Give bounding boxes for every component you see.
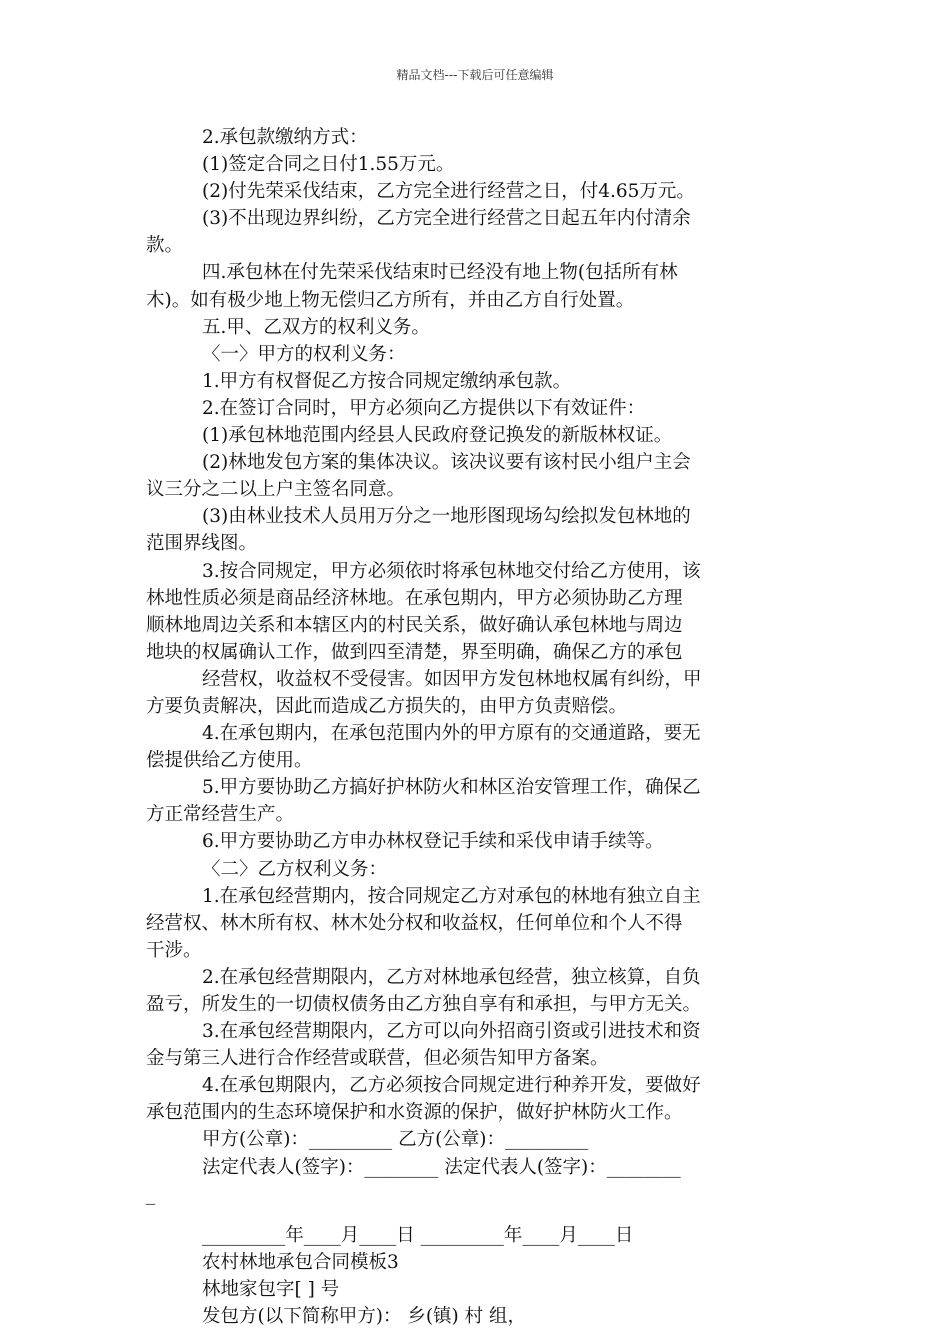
document-line: 5.甲方要协助乙方搞好护林防火和林区治安管理工作，确保乙: [202, 777, 701, 799]
document-line: (2)付先荣采伐结束，乙方完全进行经营之日，付4.65万元。: [202, 181, 695, 203]
document-line: 〈二〉乙方权利义务：: [202, 858, 388, 880]
signature-date-line: _________年____月____日 _________年____月____日: [202, 1224, 634, 1246]
document-line: 法定代表人(签字)：________ 法定代表人(签字)：________: [202, 1156, 681, 1178]
document-line: 经营权、林木所有权、林木处分权和收益权，任何单位和个人不得: [146, 912, 683, 934]
document-line: (1)承包林地范围内经县人民政府登记换发的新版林权证。: [202, 425, 673, 447]
document-line: 四.承包林在付先荣采伐结束时已经没有地上物(包括所有林: [202, 262, 678, 284]
document-line: (2)林地发包方案的集体决议。该决议要有该村民小组户主会: [202, 452, 691, 474]
document-line: 经营权，收益权不受侵害。如因甲方发包林地权属有纠纷，甲: [202, 668, 702, 690]
document-line: (3)由林业技术人员用万分之一地形图现场勾绘拟发包林地的: [202, 506, 691, 528]
document-line: 方正常经营生产。: [146, 804, 295, 826]
contracting-party-line: 发包方(以下简称甲方)： 乡(镇) 村 组，: [202, 1306, 527, 1328]
signature-gap: [146, 1208, 810, 1222]
document-line: 偿提供给乙方使用。: [146, 750, 313, 772]
contract-lines: [146, 124, 810, 1208]
document-line: 2.在承包经营期限内，乙方对林地承包经营，独立核算，自负: [202, 966, 701, 988]
document-line: 1.甲方有权督促乙方按合同规定缴纳承包款。: [202, 370, 572, 392]
document-line: _: [146, 1183, 156, 1205]
document-line: 3.在承包经营期限内，乙方可以向外招商引资或引进技术和资: [202, 1021, 701, 1043]
document-line: 款。: [146, 235, 184, 257]
document-line: 1.在承包经营期内，按合同规定乙方对承包的林地有独立自主: [202, 885, 701, 907]
contract-number-line: 林地家包字[ ] 号: [202, 1278, 340, 1300]
document-body: [146, 124, 810, 1330]
document-line: 3.按合同规定，甲方必须依时将承包林地交付给乙方使用，该: [202, 560, 701, 582]
document-line: 金与第三人进行合作经营或联营，但必须告知甲方备案。: [146, 1048, 609, 1070]
document-line: 6.甲方要协助乙方申办林权登记手续和采伐申请手续等。: [202, 831, 664, 853]
document-line: 2.在签订合同时，甲方必须向乙方提供以下有效证件：: [202, 397, 646, 419]
document-line: 范围界线图。: [146, 533, 258, 555]
template-title: 农村林地承包合同模板3: [202, 1251, 399, 1273]
page-header: 精品文档---下载后可任意编辑: [396, 68, 554, 82]
document-line: 地块的权属确认工作，做到四至清楚，界至明确，确保乙方的承包: [146, 641, 683, 663]
document-line: 议三分之二以上户主签名同意。: [146, 479, 406, 501]
document-line: 4.在承包期限内，乙方必须按合同规定进行种养开发，要做好: [202, 1075, 701, 1097]
document-line: 顺林地周边关系和本辖区内的村民关系，做好确认承包林地与周边: [146, 614, 683, 636]
document-line: 干涉。: [146, 939, 202, 961]
document-line: 盈亏，所发生的一切债权债务由乙方独自享有和承担，与甲方无关。: [146, 994, 702, 1015]
document-line: 五.甲、乙双方的权利义务。: [202, 316, 430, 338]
document-line: 方要负责解决，因此而造成乙方损失的，由甲方负责赔偿。: [146, 695, 628, 717]
document-line: (1)签定合同之日付1.55万元。: [202, 154, 455, 176]
document-line: 〈一〉甲方的权利义务：: [202, 343, 406, 365]
document-line: 木)。如有极少地上物无偿归乙方所有，并由乙方自行处置。: [146, 289, 635, 311]
document-line: (3)不出现边界纠纷，乙方完全进行经营之日起五年内付清余: [202, 208, 691, 230]
document-line: 4.在承包期内，在承包范围内外的甲方原有的交通道路，要无: [202, 723, 701, 745]
document-line: 甲方(公章)：_________ 乙方(公章)：_________: [202, 1129, 589, 1151]
document-line: 林地性质必须是商品经济林地。在承包期内，甲方必须协助乙方理: [146, 587, 683, 609]
document-line: 承包范围内的生态环境保护和水资源的保护，做好护林防火工作。: [146, 1102, 683, 1124]
document-line: 2.承包款缴纳方式：: [202, 127, 368, 148]
